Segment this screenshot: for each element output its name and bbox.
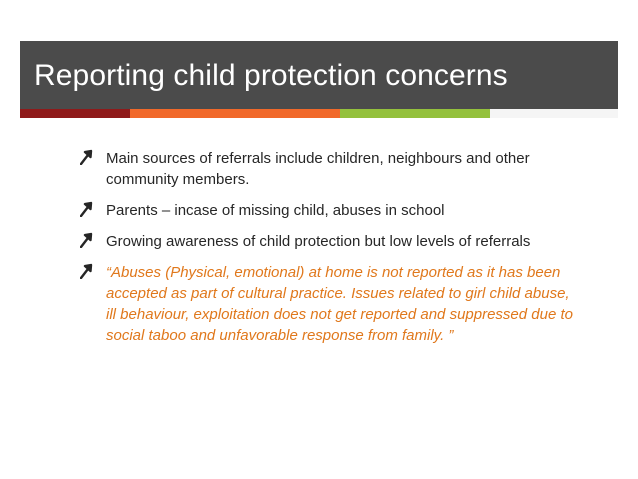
slide-title: Reporting child protection concerns: [34, 59, 508, 92]
bullet-list: [80, 148, 580, 356]
bullet-text: Main sources of referrals include children, neighbours and other community members.: [106, 150, 530, 188]
arrow-bullet-icon: [80, 201, 94, 217]
bullet-text: Parents – incase of missing child, abuses in school: [106, 202, 445, 219]
bullet-item: [80, 231, 580, 252]
accent-segment-light-gray: [490, 109, 618, 118]
accent-segment-dark-red: [20, 109, 130, 118]
accent-segment-orange: [130, 109, 340, 118]
title-bar: [20, 41, 618, 109]
bullet-item: [80, 200, 580, 221]
accent-segment-green: [340, 109, 490, 118]
bullet-text: Growing awareness of child protection but low levels of referrals: [106, 233, 531, 250]
bullet-item-quote: [80, 262, 580, 346]
arrow-bullet-icon: [80, 149, 94, 165]
arrow-bullet-icon: [80, 263, 94, 279]
arrow-bullet-icon: [80, 232, 94, 248]
accent-strip: [20, 109, 618, 118]
quote-text: “Abuses (Physical, emotional) at home is not reported as it has been accepted as part of cultural practice. Issues related to girl child abuse, ill behaviour, exploitation does not get reported and suppressed due to social taboo and unfavorable response from family. ”: [106, 264, 573, 344]
bullet-item: [80, 148, 580, 190]
